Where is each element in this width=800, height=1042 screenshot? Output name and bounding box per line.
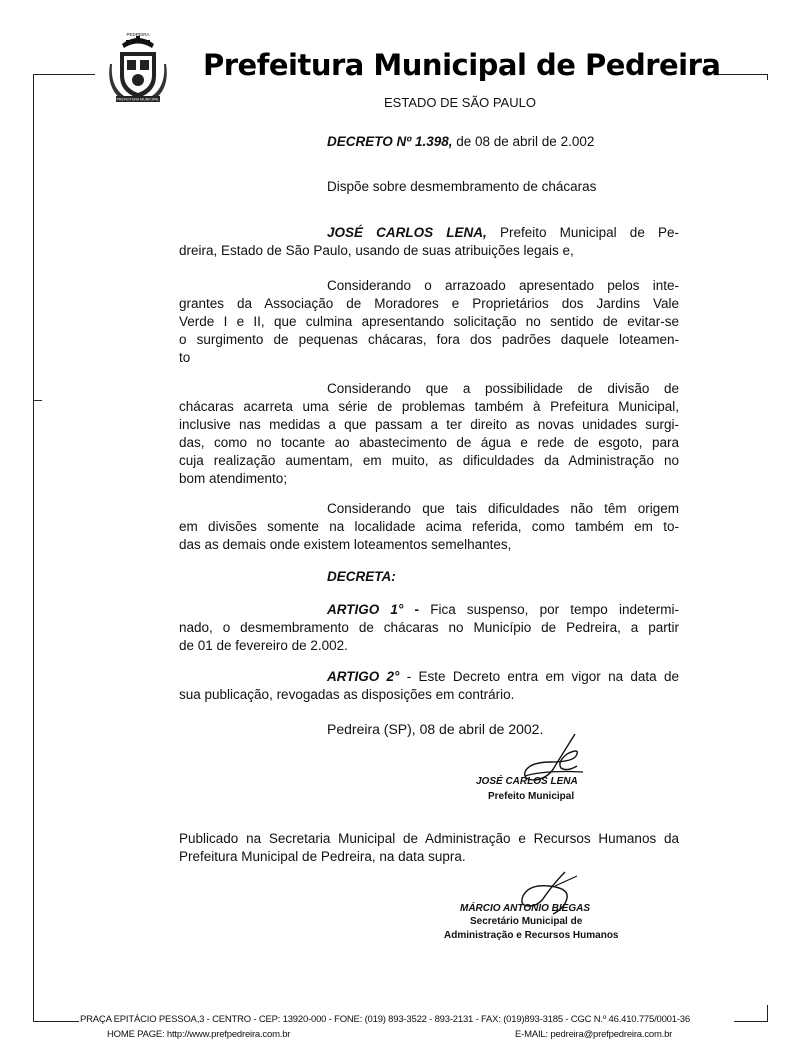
paragraph-2-line-3: Verde I e II, que culmina apresentando solicitação no sentido de evitar-se bbox=[179, 314, 679, 329]
signer-1-role: Prefeito Municipal bbox=[488, 791, 575, 802]
paragraph-3-line-6: bom atendimento; bbox=[179, 471, 288, 486]
frame-line-bottom-left bbox=[33, 1021, 79, 1022]
decree-number: DECRETO Nº 1.398, bbox=[327, 134, 453, 149]
decree-subject: Dispõe sobre desmembramento de chácaras bbox=[327, 179, 597, 194]
decreta-heading: DECRETA: bbox=[327, 569, 396, 584]
paragraph-1-line-2: dreira, Estado de São Paulo, usando de suas atribuições legais e, bbox=[179, 243, 574, 258]
decree-date: de 08 de abril de 2.002 bbox=[452, 134, 595, 149]
paragraph-3-line-1: Considerando que a possibilidade de divisão de bbox=[327, 381, 679, 396]
paragraph-4-line-3: das as demais onde existem loteamentos semelhantes, bbox=[179, 537, 512, 552]
publication-line-2: Prefeitura Municipal de Pedreira, na data supra. bbox=[179, 849, 466, 864]
footer-address: PRAÇA EPITÁCIO PESSOA,3 - CENTRO - CEP: 13920-000 - FONE: (019) 893-3522 - 893-2131 - FAX: (019)893-3185 - CGC N.º 46.410.775/0001-36 bbox=[80, 1014, 690, 1025]
decree-heading bbox=[327, 133, 594, 151]
paragraph-3-line-3: inclusive nas medidas a que passam a ter direito as novas unidades surgi- bbox=[179, 417, 679, 432]
paragraph-4-line-2: em divisões somente na localidade acima referida, como também em to- bbox=[179, 519, 679, 534]
paragraph-2-line-1: Considerando o arrazoado apresentado pelos inte- bbox=[327, 278, 679, 293]
article-1-line-2: nado, o desmembramento de chácaras no Município de Pedreira, a partir bbox=[179, 620, 679, 635]
paragraph-3-line-2: chácaras acarreta uma série de problemas também à Prefeitura Municipal, bbox=[179, 399, 679, 414]
frame-line-right-bottom bbox=[767, 1005, 768, 1022]
state-subtitle: ESTADO DE SÃO PAULO bbox=[384, 95, 536, 110]
municipal-crest-icon bbox=[108, 30, 168, 110]
paragraph-3-line-4: das, como no tocante ao abastecimento de água e rede de esgoto, para bbox=[179, 435, 679, 450]
paragraph-2-line-2: grantes da Associação de Moradores e Proprietários dos Jardins Vale bbox=[179, 296, 679, 311]
mayor-name: JOSÉ CARLOS LENA, bbox=[327, 225, 487, 240]
article-1-line-3: de 01 de fevereiro de 2.002. bbox=[179, 638, 348, 653]
article-1-text: Fica suspenso, por tempo indetermi- bbox=[430, 602, 679, 617]
signer-1-name: JOSÉ CARLOS LENA bbox=[476, 776, 578, 787]
frame-line-top-left bbox=[33, 74, 95, 75]
scan-mark bbox=[34, 400, 42, 401]
article-2-line-1 bbox=[327, 668, 679, 686]
article-2-label: ARTIGO 2° bbox=[327, 669, 400, 684]
crest-top-text: PEDREIRA bbox=[126, 32, 150, 37]
frame-line-left bbox=[33, 74, 34, 1022]
place-date: Pedreira (SP), 08 de abril de 2002. bbox=[327, 721, 544, 737]
article-1-label: ARTIGO 1° - bbox=[327, 602, 420, 617]
frame-line-top-right bbox=[718, 74, 768, 75]
paragraph-3-line-5: cuja realização aumentam, em muito, as dificuldades da Administração no bbox=[179, 453, 679, 468]
paragraph-1-line-1 bbox=[327, 224, 679, 242]
frame-line-right-top bbox=[767, 74, 768, 80]
article-2-line-2: sua publicação, revogadas as disposições em contrário. bbox=[179, 687, 515, 702]
frame-line-bottom-right bbox=[734, 1021, 768, 1022]
article-2-text: - Este Decreto entra em vigor na data de bbox=[406, 669, 679, 684]
footer-homepage: HOME PAGE: http://www.prefpedreira.com.br bbox=[107, 1029, 291, 1040]
paragraph-2-line-4: o surgimento de pequenas chácaras, fora dos padrões daquele loteamen- bbox=[179, 332, 679, 347]
paragraph-1-text: Prefeito Municipal de Pe- bbox=[499, 225, 679, 240]
signer-2-name: MÁRCIO ANTONIO BIEGAS bbox=[460, 903, 591, 914]
signer-2-role-line-1: Secretário Municipal de bbox=[470, 916, 583, 927]
publication-line-1: Publicado na Secretaria Municipal de Administração e Recursos Humanos da bbox=[179, 831, 679, 846]
page-title: Prefeitura Municipal de Pedreira bbox=[203, 48, 721, 82]
article-1-line-1 bbox=[327, 601, 679, 619]
crest-bottom-text: PREFEITURA MUNICIPAL bbox=[116, 97, 160, 102]
paragraph-2-line-5: to bbox=[179, 350, 191, 365]
footer-email: E-MAIL: pedreira@prefpedreira.com.br bbox=[515, 1029, 673, 1040]
signer-2-role-line-2: Administração e Recursos Humanos bbox=[444, 930, 619, 941]
paragraph-4-line-1: Considerando que tais dificuldades não têm origem bbox=[327, 501, 679, 516]
